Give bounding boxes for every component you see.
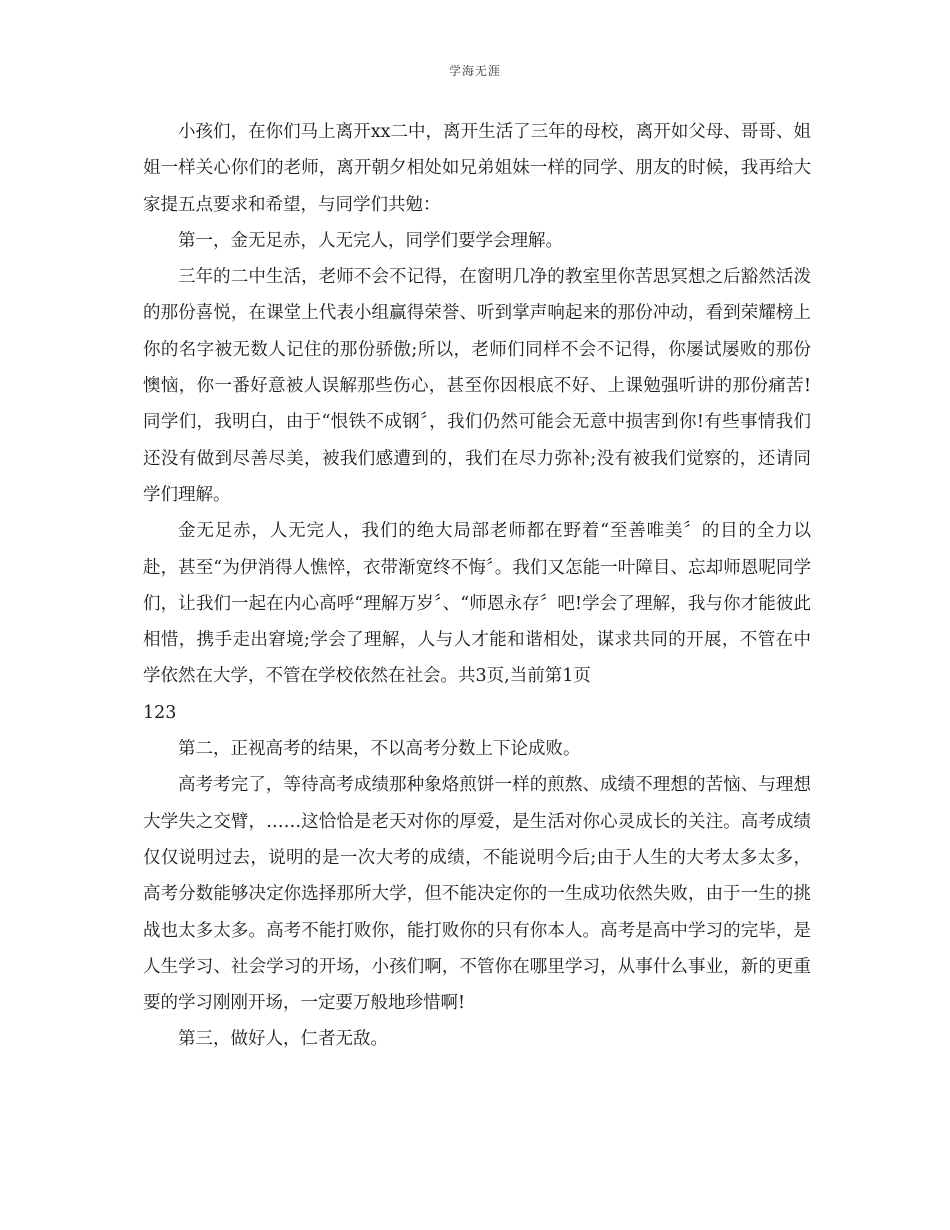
paragraph-point-one-body: 三年的二中生活，老师不会不记得，在窗明几净的教室里你苦思冥想之后豁然活泼的那份喜悦，在课堂上代表小组赢得荣誉、听到掌声响起来的那份冲动，看到荣耀榜上你的名字被无数人记住的那份骄傲;所以，老师们同样不会不记得，你屡试屡败的那份懊恼，你一番好意被人误解那些伤心，甚至你因根底不好、上课勉强听讲的那份痛苦!同学们，我明白，由于“恨铁不成钢〞，我们仍然可能会无意中损害到你!有些事情我们还没有做到尽善尽美，被我们感遭到的，我们在尽力弥补;没有被我们觉察的，还请同学们理解。: [143, 267, 811, 505]
paragraph-intro: 小孩们，在你们马上离开xx二中，离开生活了三年的母校，离开如父母、哥哥、姐姐一样关心你们的老师，离开朝夕相处如兄弟姐妹一样的同学、朋友的时候，我再给大家提五点要求和希望，与同学们共勉：: [143, 122, 811, 215]
page-header: 学海无涯: [448, 64, 501, 78]
page-number-list: 123: [143, 702, 177, 723]
paragraph-point-one-conclusion: 金无足赤，人无完人，我们的绝大局部老师都在野着“至善唯美〞的目的全力以赴，甚至“为伊消得人憔悴，衣带渐宽终不悔〞。我们又怎能一叶障目、忘却师恩呢同学们，让我们一起在内心高呼“理解万岁〞、“师恩永存〞吧!学会了理解，我与你才能彼此相惜，携手走出窘境;学会了理解，人与人才能和谐相处，谋求共同的开展，不管在中学依然在大学，不管在学校依然在社会。共3页,当前第1页: [143, 521, 811, 687]
document-body: [143, 114, 811, 1058]
paragraph-point-three-heading: 第三，做好人，仁者无敌。: [178, 1029, 388, 1050]
paragraph-point-two-heading: 第二，正视高考的结果，不以高考分数上下论成败。: [178, 739, 581, 760]
paragraph-point-one-heading: 第一，金无足赤，人无完人，同学们要学会理解。: [178, 230, 563, 251]
paragraph-point-two-body: 高考考完了，等待高考成绩那种象烙煎饼一样的煎熬、成绩不理想的苦恼、与理想大学失之交臂，……这恰恰是老天对你的厚爱，是生活对你心灵成长的关注。高考成绩仅仅说明过去，说明的是一次大考的成绩，不能说明今后;由于人生的大考太多太多，高考分数能够决定你选择那所大学，但不能决定你的一生成功依然失败，由于一生的挑战也太多太多。高考不能打败你，能打败你的只有你本人。高考是高中学习的完毕，是人生学习、社会学习的开场，小孩们啊，不管你在哪里学习，从事什么事业，新的更重要的学习刚刚开场，一定要万般地珍惜啊!: [143, 775, 811, 1014]
